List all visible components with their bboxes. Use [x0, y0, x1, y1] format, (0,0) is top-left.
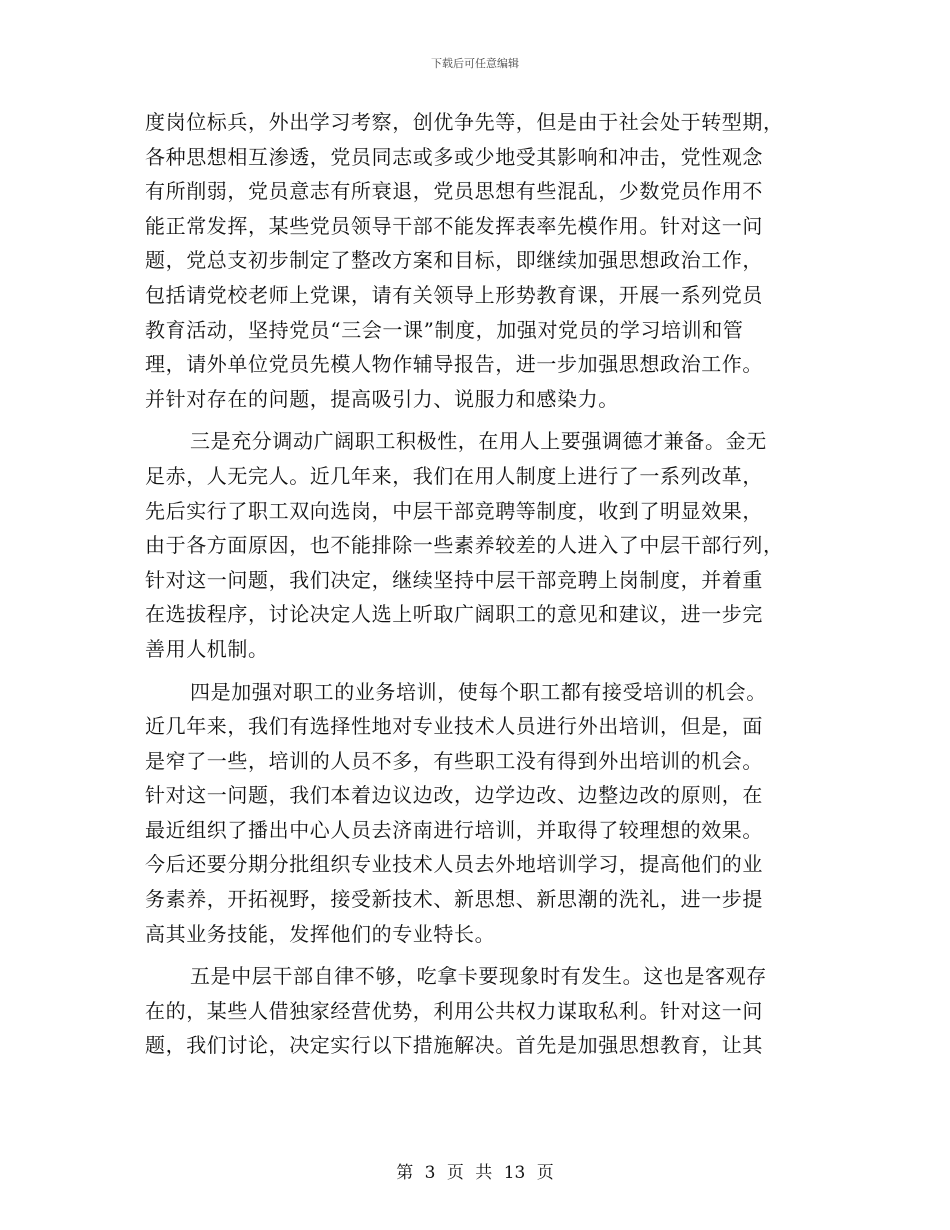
page-header: 下载后可任意编辑 [431, 57, 519, 70]
text-line: 是窄了一些，培训的人员不多，有些职工没有得到外出培训的机会。 [145, 748, 763, 773]
paragraph [145, 959, 810, 1063]
paragraph [145, 675, 810, 952]
text-line: 针对这一问题，我们本着边议边改，边学边改、边整边改的原则，在 [145, 783, 763, 808]
text-line: 题，我们讨论，决定实行以下措施解决。首先是加强思想教育，让其 [145, 1033, 763, 1058]
text-line: 度岗位标兵，外出学习考察，创优争先等，但是由于社会处于转型期， [145, 110, 784, 134]
paragraph [145, 105, 810, 416]
text-line: 务素养，开拓视野，接受新技术、新思想、新思潮的洗礼，进一步提 [145, 887, 763, 912]
document-body [145, 105, 810, 1063]
text-line: 有所削弱，党员意志有所衰退，党员思想有些混乱，少数党员作用不 [145, 179, 763, 204]
text-line: 包括请党校老师上党课，请有关领导上形势教育课，开展一系列党员 [145, 282, 763, 307]
text-line: 题，党总支初步制定了整改方案和目标，即继续加强思想政治工作， [145, 248, 763, 273]
text-line: 并针对存在的问题，提高吸引力、说服力和感染力。 [145, 386, 619, 411]
text-line: 在的，某些人借独家经营优势，利用公共权力谋取私利。针对这一问 [145, 998, 763, 1023]
text-line: 近几年来，我们有选择性地对专业技术人员进行外出培训，但是，面 [145, 714, 763, 739]
text-line: 三是充分调动广阔职工积极性，在用人上要强调德才兼备。金无 [190, 429, 767, 454]
text-line: 最近组织了播出中心人员去济南进行培训，并取得了较理想的效果。 [145, 817, 763, 842]
text-line: 足赤，人无完人。近几年来，我们在用人制度上进行了一系列改革， [145, 463, 763, 488]
text-line: 五是中层干部自律不够，吃拿卡要现象时有发生。这也是客观存 [190, 964, 767, 989]
text-line: 高其业务技能，发挥他们的专业特长。 [145, 921, 496, 946]
text-line: 理，请外单位党员先模人物作辅导报告，进一步加强思想政治工作。 [145, 352, 763, 377]
text-line: 四是加强对职工的业务培训，使每个职工都有接受培训的机会。 [190, 679, 767, 704]
text-line: 先后实行了职工双向选岗，中层干部竞聘等制度，收到了明显效果， [145, 498, 763, 523]
text-line: 善用人机制。 [145, 636, 269, 661]
text-line: 今后还要分期分批组织专业技术人员去外地培训学习，提高他们的业 [145, 852, 763, 877]
text-line: 能正常发挥，某些党员领导干部不能发挥表率先模作用。针对这一问 [145, 213, 763, 238]
page-footer: 第 3 页 共 13 页 [396, 1163, 554, 1183]
paragraph [145, 424, 810, 666]
text-line: 在选拔程序，讨论决定人选上听取广阔职工的意见和建议，进一步完 [145, 602, 763, 627]
text-line: 教育活动，坚持党员“三会一课”制度，加强对党员的学习培训和管 [145, 317, 744, 342]
text-line: 由于各方面原因，也不能排除一些素养较差的人进入了中层干部行列， [145, 533, 784, 558]
text-line: 针对这一问题，我们决定，继续坚持中层干部竞聘上岗制度，并着重 [145, 567, 763, 592]
text-line: 各种思想相互渗透，党员同志或多或少地受其影响和冲击，党性观念 [145, 144, 763, 169]
